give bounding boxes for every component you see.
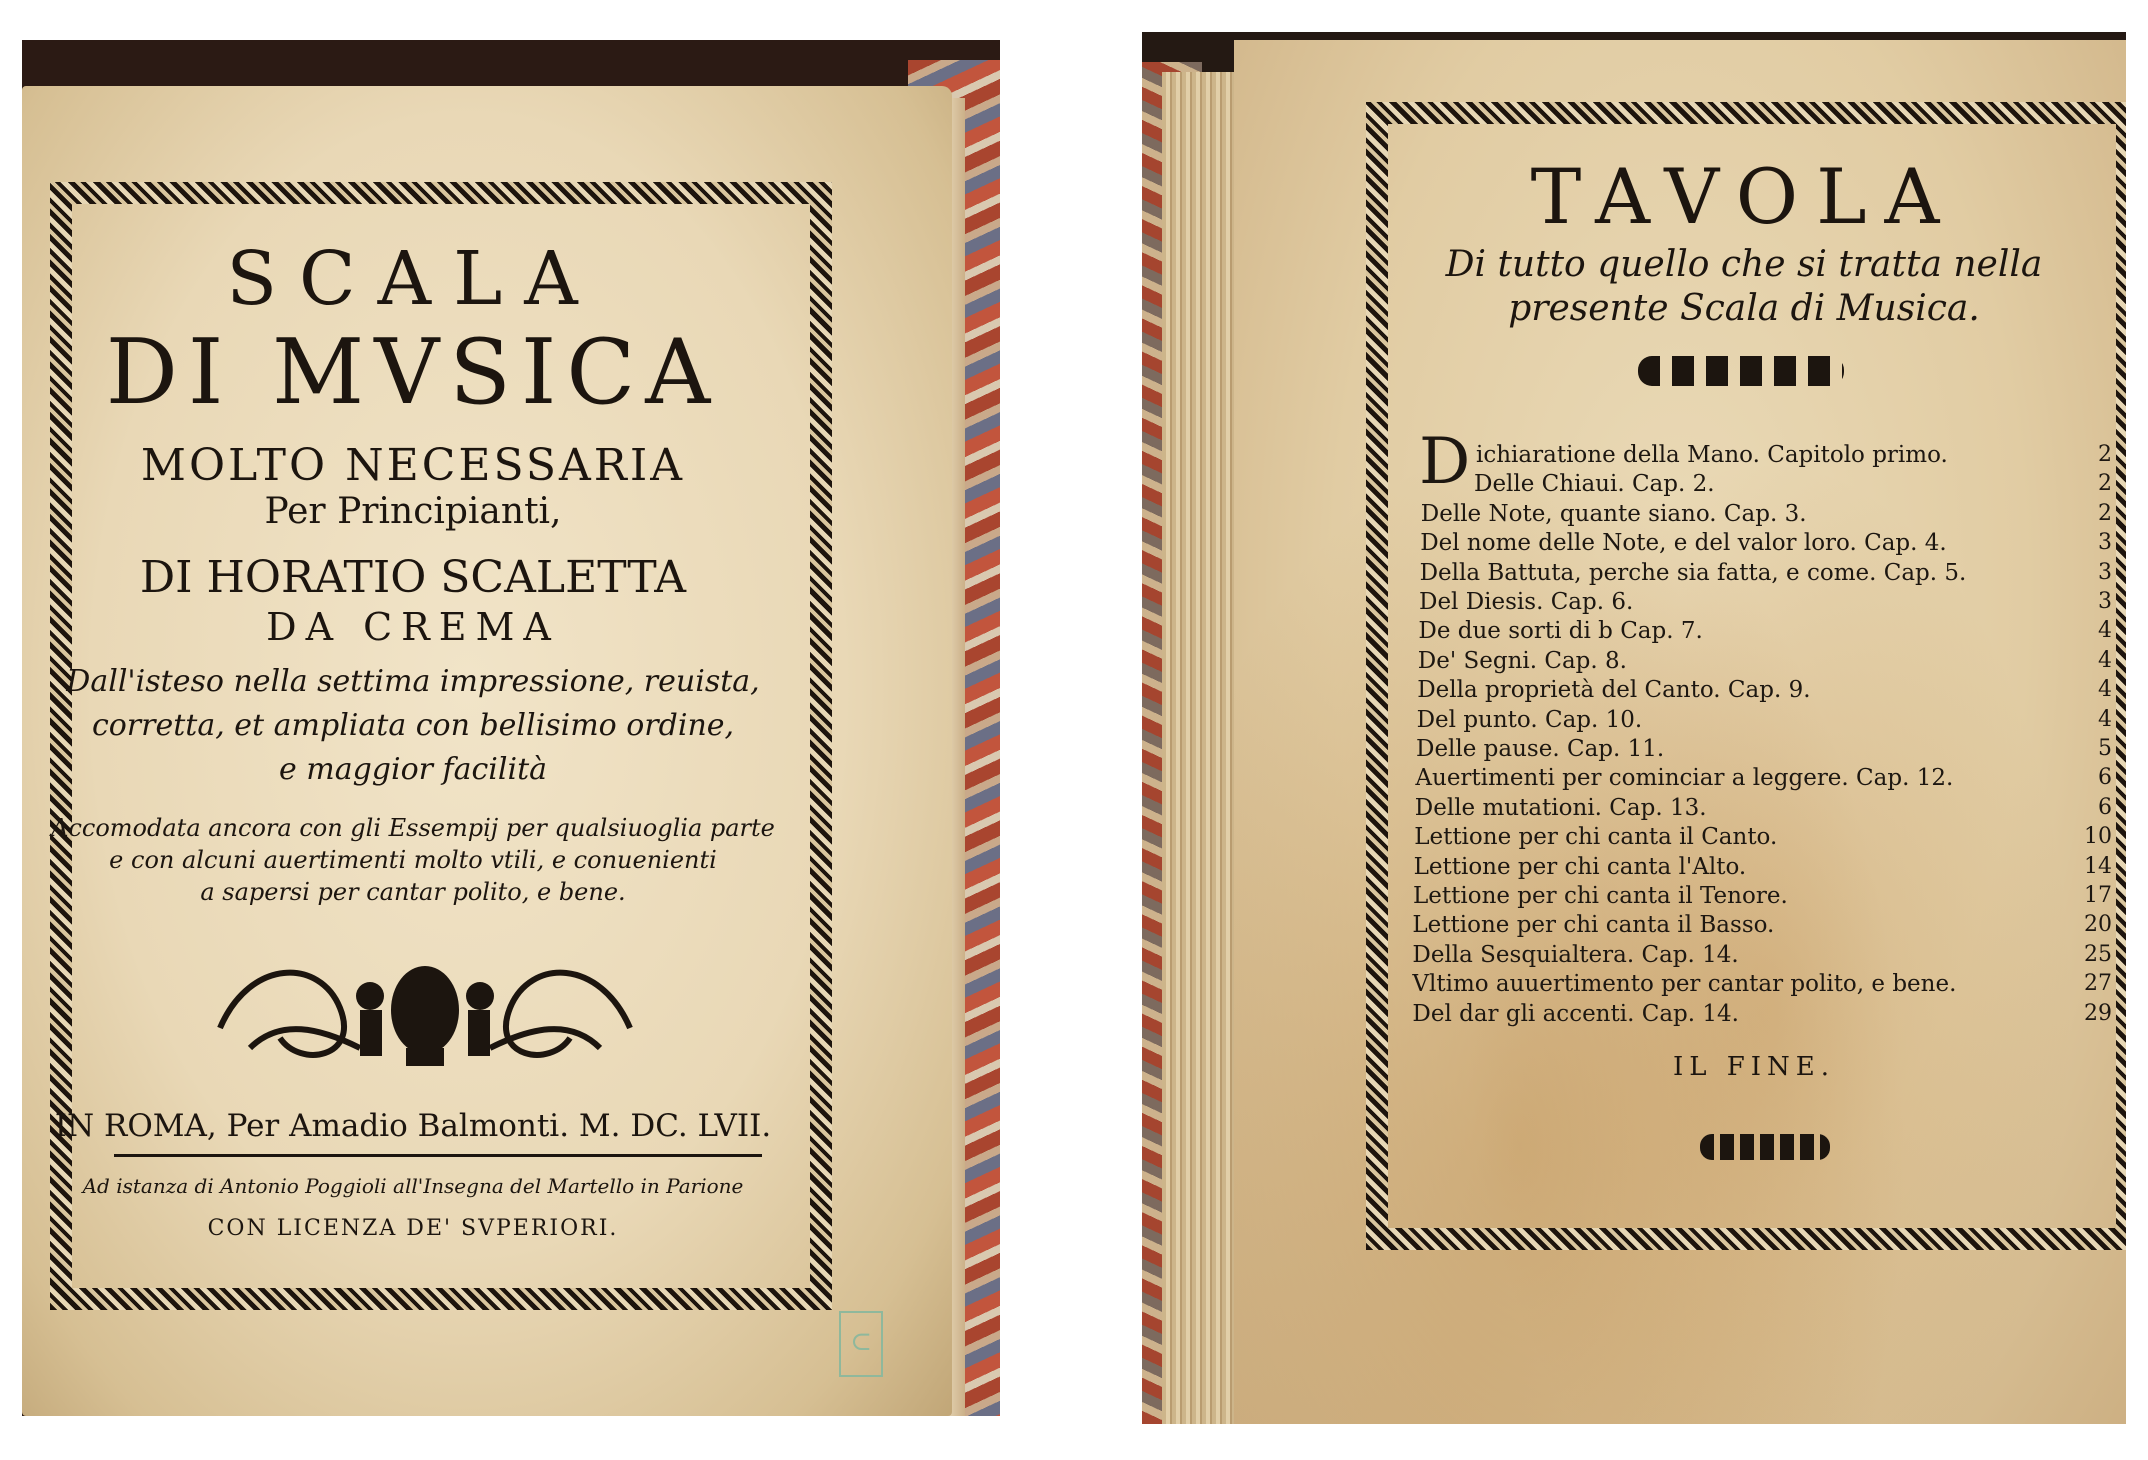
accompaniment-line-2: e con alcuni auertimenti molto vtili, e conuenienti (109, 846, 717, 874)
toc-page-number: 3 (2098, 589, 2112, 614)
toc-entry: Lettione per chi canta l'Alto. (1413, 853, 1747, 880)
title-line-2: DI MVSICA (105, 320, 721, 425)
toc-row (1234, 530, 2126, 560)
toc-row (1234, 942, 2126, 972)
toc-row (1234, 795, 2126, 825)
toc-entry: ichiaratione della Mano. Capitolo primo. (1476, 442, 1948, 468)
fleuron-ornament-icon (1638, 356, 1844, 386)
toc-row (1234, 971, 2126, 1001)
toc-page-number: 4 (2098, 677, 2112, 703)
toc-row (1234, 501, 2126, 531)
toc-entry: Del nome delle Note, e del valor loro. Cap. 4. (1420, 530, 1947, 557)
title-line-4: Per Principianti, (264, 491, 562, 532)
toc-entry: Del punto. Cap. 10. (1416, 706, 1643, 733)
toc-entry: Della proprietà del Canto. Cap. 9. (1417, 677, 1811, 704)
toc-page-number: 14 (2084, 853, 2112, 879)
toc-page-number: 4 (2098, 647, 2112, 673)
title-line-3: MOLTO NECESSARIA (140, 440, 686, 491)
license-line: CON LICENZA DE' SVPERIORI. (207, 1216, 619, 1241)
toc-page-number: 3 (2098, 559, 2112, 585)
toc-entry: Lettione per chi canta il Tenore. (1413, 883, 1788, 909)
toc-entry: Auertimenti per cominciar a leggere. Cap. 12. (1415, 765, 1954, 792)
toc-page-number: 20 (2084, 912, 2112, 938)
author-line: DI HORATIO SCALETTA (139, 552, 687, 603)
title-line-1: SCALA (226, 236, 600, 322)
toc-entry: Del dar gli accenti. Cap. 14. (1412, 1000, 1739, 1027)
printer-line: IN ROMA, Per Amadio Balmonti. M. DC. LVII. (54, 1108, 772, 1144)
toc-entry: De' Segni. Cap. 8. (1417, 647, 1627, 674)
right-page-scan (1142, 32, 2126, 1424)
patron-line: Ad istanza di Antonio Poggioli all'Insegna del Martello in Parione (82, 1174, 744, 1198)
toc-row (1234, 560, 2126, 590)
accompaniment-line-3: a sapersi per cantar polito, e bene. (200, 878, 626, 906)
toc-row (1234, 707, 2126, 737)
toc-page-number: 2 (2098, 471, 2112, 497)
drop-cap: D (1419, 425, 1471, 499)
toc-page-number: 27 (2084, 971, 2112, 997)
toc-row (1234, 765, 2126, 795)
toc-page-number: 6 (2098, 794, 2112, 820)
toc-entry: Del Diesis. Cap. 6. (1419, 589, 1634, 615)
toc-page-number: 3 (2098, 530, 2112, 556)
woodcut-vignette-icon (210, 948, 640, 1076)
toc-page-number: 6 (2098, 765, 2112, 791)
title-page (22, 86, 952, 1416)
toc-title: TAVOLA (1530, 152, 1958, 241)
toc-page-number: 5 (2098, 736, 2112, 761)
left-page-scan (22, 40, 1000, 1416)
toc-page-number: 2 (2098, 500, 2112, 526)
accompaniment-line-1: Accomodata ancora con gli Essempij per qualsiuoglia parte (51, 814, 775, 842)
toc-row (1234, 736, 2126, 766)
toc-entry: De due sorti di b Cap. 7. (1418, 618, 1703, 645)
toc-subtitle-line-2: presente Scala di Musica. (1508, 288, 1980, 329)
toc-row (1234, 471, 2126, 501)
toc-entry: Delle pause. Cap. 11. (1416, 736, 1665, 762)
toc-row (1234, 442, 2126, 472)
tailpiece-ornament-icon (1700, 1134, 1830, 1160)
toc-row (1234, 589, 2126, 619)
toc-row (1234, 912, 2126, 942)
toc-entry: Delle mutationi. Cap. 13. (1414, 794, 1707, 821)
toc-page-number: 4 (2098, 618, 2112, 644)
toc-page-number: 2 (2098, 442, 2112, 467)
toc-page-number: 25 (2084, 941, 2112, 967)
toc-page-number: 4 (2098, 706, 2112, 732)
toc-entry: Lettione per chi canta il Basso. (1412, 912, 1775, 939)
toc-entry: Delle Chiaui. Cap. 2. (1474, 471, 1715, 498)
toc-entry: Della Sesquialtera. Cap. 14. (1412, 941, 1739, 968)
toc-row (1234, 677, 2126, 707)
toc-row (1234, 618, 2126, 648)
toc-row (1234, 824, 2126, 854)
description-line-3: e maggior facilità (278, 752, 548, 787)
toc-entry: Delle Note, quante siano. Cap. 3. (1420, 500, 1807, 527)
horizontal-rule (114, 1154, 762, 1157)
end-text: IL FINE. (1672, 1052, 1836, 1082)
toc-row (1234, 1001, 2126, 1031)
toc-row (1234, 854, 2126, 884)
toc-row (1234, 883, 2126, 913)
toc-subtitle-line-1: Di tutto quello che si tratta nella (1445, 244, 2043, 285)
description-line-1: Dall'isteso nella settima impressione, reuista, (66, 664, 760, 699)
toc-entry: Lettione per chi canta il Canto. (1414, 824, 1778, 851)
toc-page-number: 29 (2084, 1000, 2112, 1026)
toc-entry: Della Battuta, perche sia fatta, e come. Cap. 5. (1419, 559, 1967, 586)
toc-row (1234, 648, 2126, 678)
description-line-2: corretta, et ampliata con bellisimo ordine, (91, 708, 735, 743)
toc-page-number: 10 (2084, 824, 2112, 850)
table-of-contents-page (1234, 40, 2126, 1424)
library-stamp-icon: ⊂ (839, 1311, 883, 1377)
toc-entry: Vltimo auuertimento per cantar polito, e bene. (1412, 971, 1957, 998)
toc-page-number: 17 (2084, 883, 2112, 908)
origin-line: DA CREMA (266, 605, 560, 649)
